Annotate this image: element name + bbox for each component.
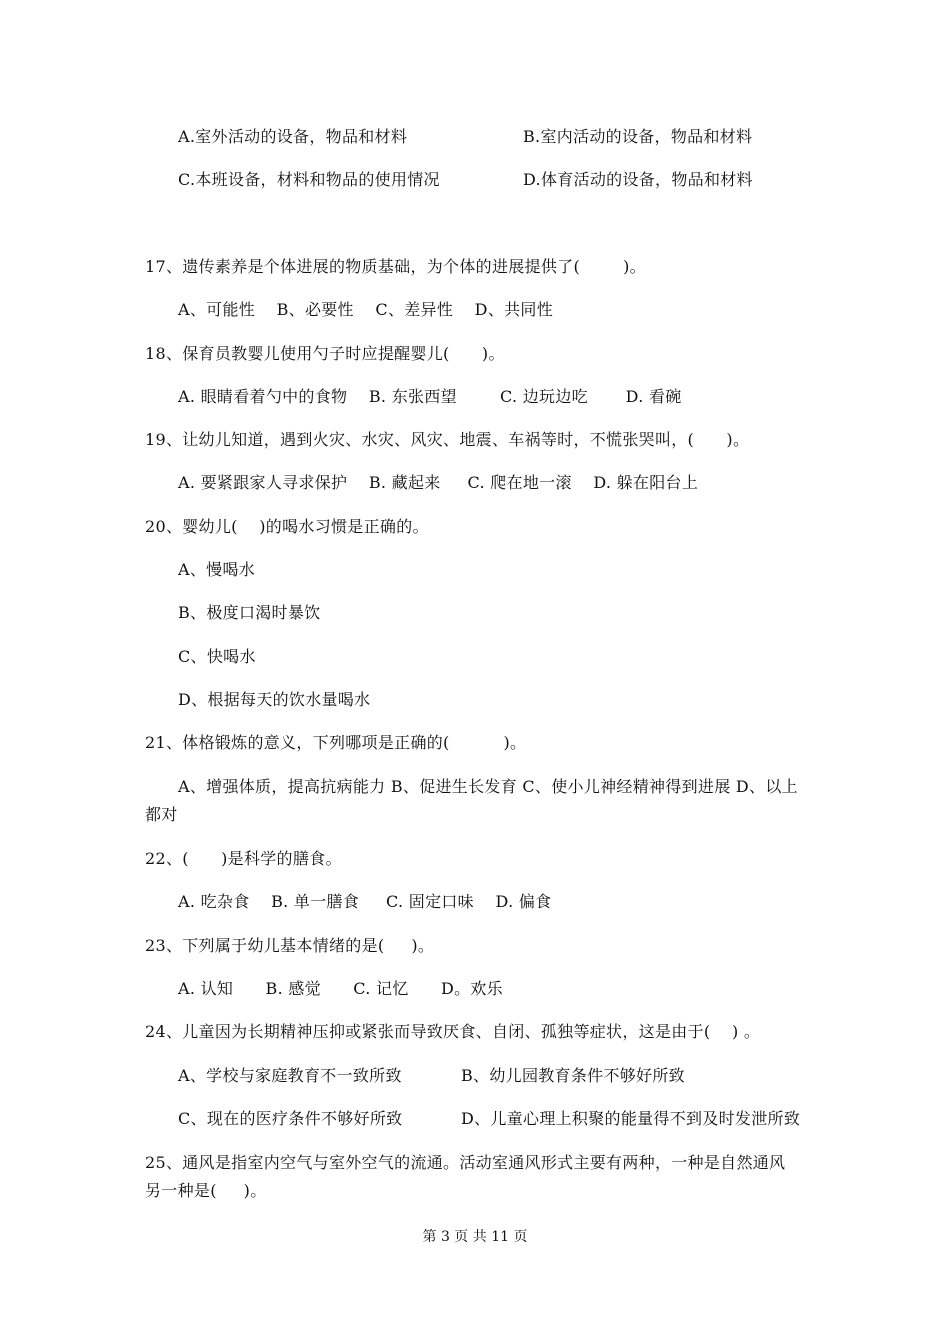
q19-options: A. 要紧跟家人寻求保护 B. 藏起来 C. 爬在地一滚 D. 躲在阳台上	[178, 473, 699, 492]
q24-option-a: A、学校与家庭教育不一致所致	[178, 1066, 402, 1085]
q22-options: A. 吃杂食 B. 单一膳食 C. 固定口味 D. 偏食	[178, 892, 552, 911]
q18-stem: 18、保育员教婴儿使用勺子时应提醒婴儿( )。	[145, 344, 505, 363]
page-footer: 第 3 页 共 11 页	[422, 1229, 528, 1245]
q24-option-b: B、幼儿园教育条件不够好所致	[461, 1066, 685, 1085]
q21-options-line2: 都对	[145, 805, 178, 824]
q20-option-c: C、快喝水	[178, 647, 256, 666]
q20-option-b: B、极度口渴时暴饮	[178, 603, 321, 622]
q20-option-a: A、慢喝水	[178, 560, 256, 579]
q16-option-b: B.室内活动的设备，物品和材料	[523, 127, 753, 146]
q16-option-d: D.体育活动的设备，物品和材料	[523, 170, 753, 189]
q23-options: A. 认知 B. 感觉 C. 记忆 D。欢乐	[178, 979, 503, 998]
q17-options: A、可能性 B、必要性 C、差异性 D、共同性	[178, 300, 554, 319]
q25-stem-line1: 25、通风是指室内空气与室外空气的流通。活动室通风形式主要有两种，一种是自然通风	[145, 1153, 786, 1172]
q21-stem: 21、体格锻炼的意义，下列哪项是正确的( )。	[145, 733, 527, 752]
q23-stem: 23、下列属于幼儿基本情绪的是( )。	[145, 936, 435, 955]
q24-option-d: D、儿童心理上积聚的能量得不到及时发泄所致	[461, 1109, 801, 1128]
q24-stem: 24、儿童因为长期精神压抑或紧张而导致厌食、自闭、孤独等症状，这是由于( ) 。	[145, 1022, 761, 1041]
q20-option-d: D、根据每天的饮水量喝水	[178, 690, 371, 709]
q19-stem: 19、让幼儿知道，遇到火灾、水灾、风灾、地震、车祸等时，不慌张哭叫，( )。	[145, 430, 750, 449]
q17-stem: 17、遗传素养是个体进展的物质基础，为个体的进展提供了( )。	[145, 257, 646, 276]
q18-options: A. 眼睛看着勺中的食物 B. 东张西望 C. 边玩边吃 D. 看碗	[178, 387, 682, 406]
q22-stem: 22、( )是科学的膳食。	[145, 849, 342, 868]
q20-stem: 20、婴幼儿( )的喝水习惯是正确的。	[145, 517, 429, 536]
q16-option-c: C.本班设备，材料和物品的使用情况	[178, 170, 440, 189]
q24-option-c: C、现在的医疗条件不够好所致	[178, 1109, 403, 1128]
q25-stem-line2: 另一种是( )。	[145, 1181, 267, 1200]
q21-options-line1: A、增强体质，提高抗病能力 B、促进生长发育 C、使小儿神经精神得到进展 D、以上	[178, 777, 798, 796]
q16-option-a: A.室外活动的设备，物品和材料	[178, 127, 408, 146]
